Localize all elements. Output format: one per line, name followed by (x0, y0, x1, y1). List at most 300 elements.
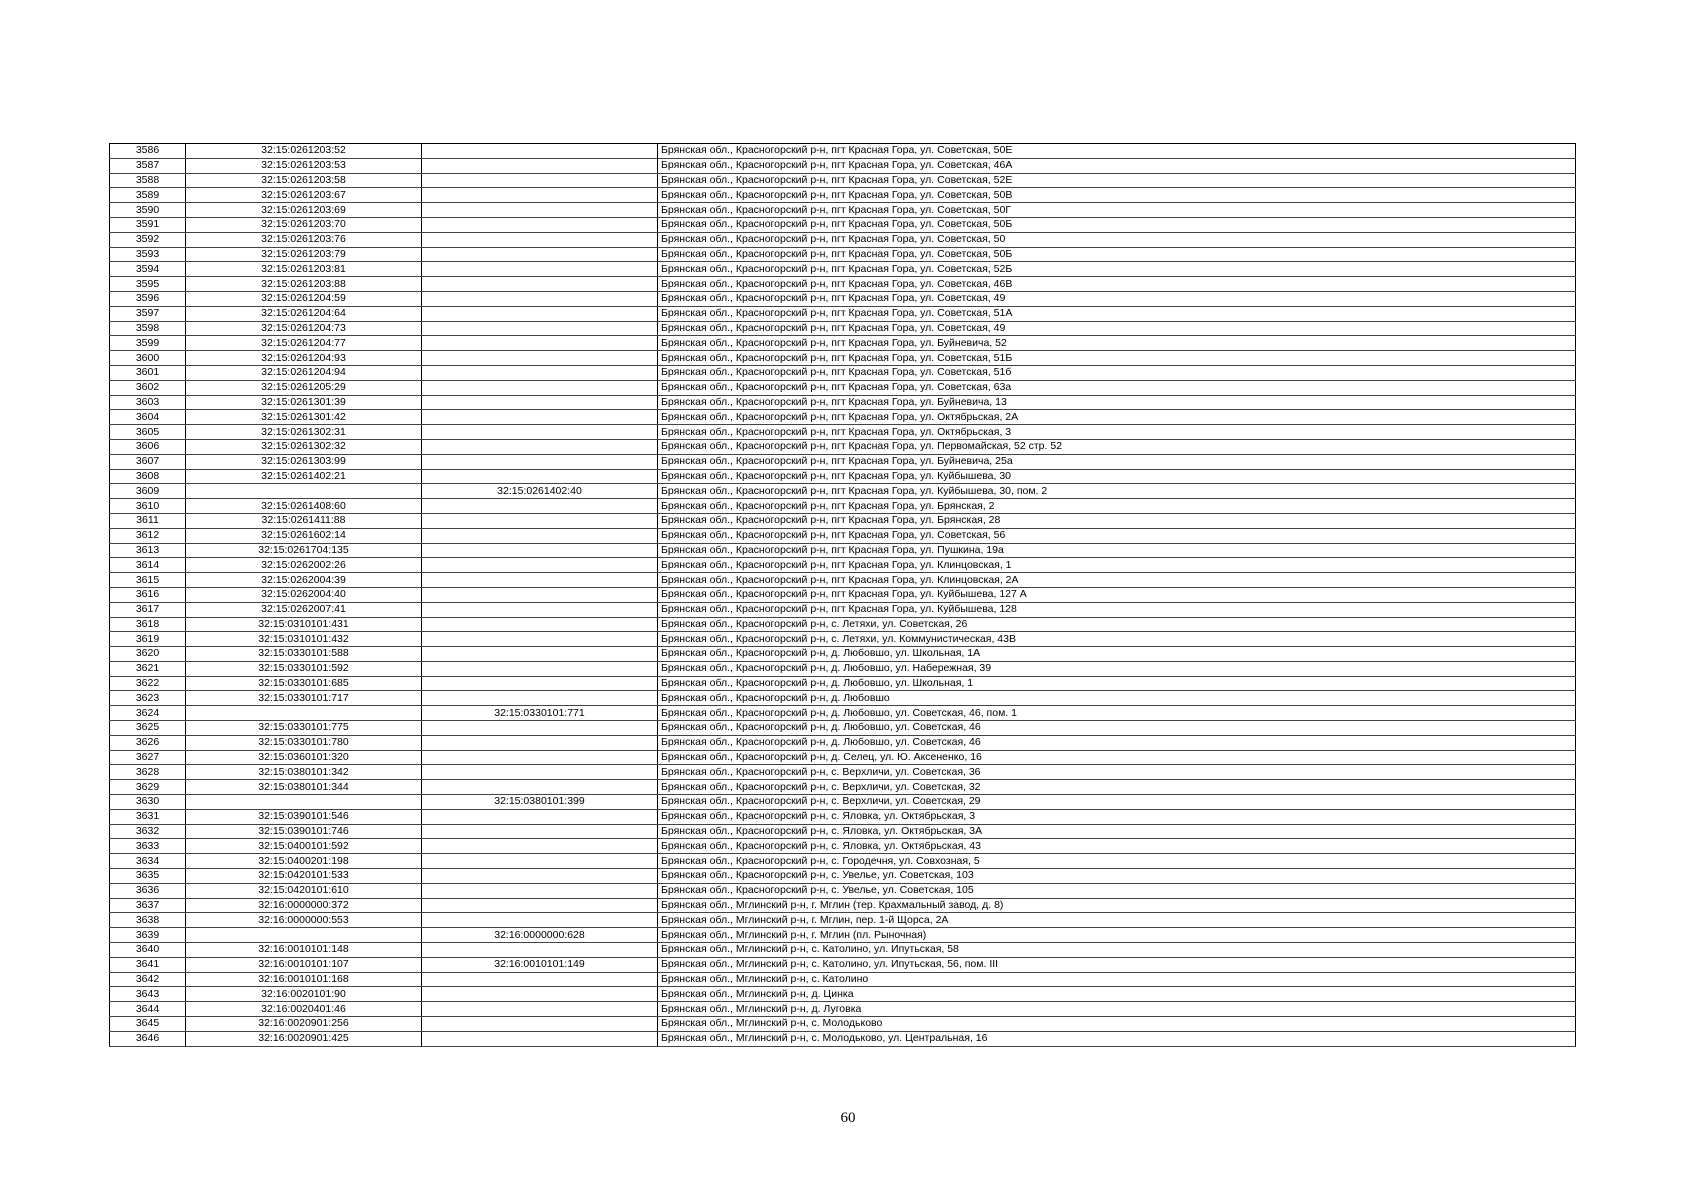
table-row (110, 765, 1576, 780)
table-row (110, 809, 1576, 824)
cadastral-number-cell: 32:16:0020401:46 (186, 1002, 422, 1017)
address-cell: Брянская обл., Красногорский р-н, пгт Красная Гора, ул. Брянская, 2 (658, 499, 1576, 514)
row-number-cell: 3623 (110, 691, 186, 706)
address-cell: Брянская обл., Красногорский р-н, д. Любовшо, ул. Советская, 46 (658, 721, 1576, 736)
table-row (110, 706, 1576, 721)
parent-cadastral-number-cell (422, 365, 658, 380)
address-cell: Брянская обл., Мглинский р-н, с. Католино, ул. Ипутьская, 58 (658, 943, 1576, 958)
parent-cadastral-number-cell (422, 943, 658, 958)
parent-cadastral-number-cell (422, 587, 658, 602)
parent-cadastral-number-cell (422, 513, 658, 528)
table-row (110, 587, 1576, 602)
table-row (110, 410, 1576, 425)
address-cell: Брянская обл., Красногорский р-н, пгт Красная Гора, ул. Советская, 49 (658, 321, 1576, 336)
parent-cadastral-number-cell (422, 336, 658, 351)
table-row (110, 839, 1576, 854)
row-number-cell: 3634 (110, 854, 186, 869)
parent-cadastral-number-cell: 32:15:0380101:399 (422, 795, 658, 810)
address-cell: Брянская обл., Красногорский р-н, пгт Красная Гора, ул. Советская, 51Б (658, 351, 1576, 366)
parent-cadastral-number-cell (422, 854, 658, 869)
row-number-cell: 3608 (110, 469, 186, 484)
row-number-cell: 3587 (110, 158, 186, 173)
address-cell: Брянская обл., Красногорский р-н, пгт Красная Гора, ул. Советская, 51б (658, 365, 1576, 380)
row-number-cell: 3643 (110, 987, 186, 1002)
cadastral-number-cell (186, 706, 422, 721)
table-row (110, 691, 1576, 706)
row-number-cell: 3615 (110, 573, 186, 588)
table-row (110, 262, 1576, 277)
parent-cadastral-number-cell (422, 839, 658, 854)
address-cell: Брянская обл., Красногорский р-н, пгт Красная Гора, ул. Клинцовская, 1 (658, 558, 1576, 573)
row-number-cell: 3640 (110, 943, 186, 958)
address-cell: Брянская обл., Мглинский р-н, д. Луговка (658, 1002, 1576, 1017)
address-cell: Брянская обл., Красногорский р-н, пгт Красная Гора, ул. Октябрьская, 3 (658, 425, 1576, 440)
parent-cadastral-number-cell (422, 809, 658, 824)
cadastral-number-cell: 32:15:0261204:64 (186, 306, 422, 321)
parent-cadastral-number-cell (422, 558, 658, 573)
cadastral-number-cell: 32:15:0261203:76 (186, 232, 422, 247)
parent-cadastral-number-cell (422, 780, 658, 795)
address-cell: Брянская обл., Красногорский р-н, с. Яловка, ул. Октябрьская, 3 (658, 809, 1576, 824)
table-row (110, 617, 1576, 632)
table-row (110, 380, 1576, 395)
row-number-cell: 3619 (110, 632, 186, 647)
row-number-cell: 3611 (110, 513, 186, 528)
address-cell: Брянская обл., Красногорский р-н, с. Увелье, ул. Советская, 103 (658, 869, 1576, 884)
row-number-cell: 3621 (110, 661, 186, 676)
address-cell: Брянская обл., Красногорский р-н, пгт Красная Гора, ул. Октябрьская, 2А (658, 410, 1576, 425)
address-cell: Брянская обл., Красногорский р-н, д. Любовшо, ул. Советская, 46, пом. 1 (658, 706, 1576, 721)
parent-cadastral-number-cell (422, 188, 658, 203)
address-cell: Брянская обл., Красногорский р-н, с. Верхличи, ул. Советская, 32 (658, 780, 1576, 795)
address-cell: Брянская обл., Мглинский р-н, д. Цинка (658, 987, 1576, 1002)
table-row (110, 336, 1576, 351)
row-number-cell: 3637 (110, 898, 186, 913)
cadastral-number-cell: 32:15:0330101:775 (186, 721, 422, 736)
parent-cadastral-number-cell (422, 528, 658, 543)
table-row (110, 647, 1576, 662)
row-number-cell: 3597 (110, 306, 186, 321)
table-row (110, 217, 1576, 232)
address-cell: Брянская обл., Красногорский р-н, пгт Красная Гора, ул. Куйбышева, 30, пом. 2 (658, 484, 1576, 499)
address-cell: Брянская обл., Красногорский р-н, с. Увелье, ул. Советская, 105 (658, 883, 1576, 898)
address-cell: Брянская обл., Красногорский р-н, пгт Красная Гора, ул. Советская, 63а (658, 380, 1576, 395)
cadastral-number-cell: 32:15:0261205:29 (186, 380, 422, 395)
row-number-cell: 3589 (110, 188, 186, 203)
parent-cadastral-number-cell (422, 469, 658, 484)
address-cell: Брянская обл., Мглинский р-н, г. Мглин, пер. 1-й Щорса, 2А (658, 913, 1576, 928)
row-number-cell: 3592 (110, 232, 186, 247)
table-row (110, 365, 1576, 380)
address-cell: Брянская обл., Красногорский р-н, пгт Красная Гора, ул. Буйневича, 52 (658, 336, 1576, 351)
table-row (110, 735, 1576, 750)
parent-cadastral-number-cell (422, 987, 658, 1002)
row-number-cell: 3591 (110, 217, 186, 232)
cadastral-number-cell (186, 484, 422, 499)
row-number-cell: 3607 (110, 454, 186, 469)
table-row (110, 883, 1576, 898)
cadastral-number-cell: 32:15:0261203:53 (186, 158, 422, 173)
address-cell: Брянская обл., Красногорский р-н, пгт Красная Гора, ул. Куйбышева, 127 А (658, 587, 1576, 602)
page-number: 60 (840, 1110, 856, 1126)
table-row (110, 632, 1576, 647)
cadastral-number-cell: 32:15:0262002:26 (186, 558, 422, 573)
parent-cadastral-number-cell (422, 291, 658, 306)
row-number-cell: 3604 (110, 410, 186, 425)
row-number-cell: 3600 (110, 351, 186, 366)
row-number-cell: 3641 (110, 957, 186, 972)
parent-cadastral-number-cell (422, 602, 658, 617)
table-row (110, 1002, 1576, 1017)
table-row (110, 854, 1576, 869)
address-cell: Брянская обл., Красногорский р-н, пгт Красная Гора, ул. Советская, 51А (658, 306, 1576, 321)
table-row (110, 928, 1576, 943)
row-number-cell: 3599 (110, 336, 186, 351)
address-cell: Брянская обл., Красногорский р-н, пгт Красная Гора, ул. Советская, 50 (658, 232, 1576, 247)
row-number-cell: 3610 (110, 499, 186, 514)
row-number-cell: 3635 (110, 869, 186, 884)
address-cell: Брянская обл., Мглинский р-н, г. Мглин (тер. Крахмальный завод, д. 8) (658, 898, 1576, 913)
table-row (110, 750, 1576, 765)
row-number-cell: 3609 (110, 484, 186, 499)
parent-cadastral-number-cell (422, 750, 658, 765)
parent-cadastral-number-cell (422, 454, 658, 469)
table-row (110, 291, 1576, 306)
cadastral-number-cell: 32:15:0262004:40 (186, 587, 422, 602)
address-cell: Брянская обл., Красногорский р-н, д. Любовшо, ул. Школьная, 1А (658, 647, 1576, 662)
cadastral-number-cell: 32:15:0261303:99 (186, 454, 422, 469)
cadastral-number-cell: 32:16:0020901:425 (186, 1031, 422, 1046)
table-row (110, 513, 1576, 528)
address-cell: Брянская обл., Красногорский р-н, д. Любовшо, ул. Советская, 46 (658, 735, 1576, 750)
address-cell: Брянская обл., Красногорский р-н, д. Любовшо, ул. Набережная, 39 (658, 661, 1576, 676)
cadastral-number-cell: 32:15:0261204:73 (186, 321, 422, 336)
cadastral-number-cell: 32:15:0310101:431 (186, 617, 422, 632)
table-row (110, 721, 1576, 736)
address-cell: Брянская обл., Красногорский р-н, с. Летяхи, ул. Коммунистическая, 43В (658, 632, 1576, 647)
parent-cadastral-number-cell (422, 913, 658, 928)
row-number-cell: 3632 (110, 824, 186, 839)
table-row (110, 203, 1576, 218)
row-number-cell: 3598 (110, 321, 186, 336)
cadastral-number-cell: 32:15:0261203:69 (186, 203, 422, 218)
cadastral-number-cell: 32:15:0261408:60 (186, 499, 422, 514)
row-number-cell: 3636 (110, 883, 186, 898)
parent-cadastral-number-cell (422, 898, 658, 913)
address-cell: Брянская обл., Мглинский р-н, с. Католино, ул. Ипутьская, 56, пом. III (658, 957, 1576, 972)
table-row (110, 602, 1576, 617)
table-row (110, 943, 1576, 958)
table-row (110, 528, 1576, 543)
parent-cadastral-number-cell: 32:15:0330101:771 (422, 706, 658, 721)
cadastral-number-cell: 32:16:0000000:372 (186, 898, 422, 913)
parent-cadastral-number-cell (422, 499, 658, 514)
parent-cadastral-number-cell (422, 380, 658, 395)
row-number-cell: 3594 (110, 262, 186, 277)
address-cell: Брянская обл., Красногорский р-н, пгт Красная Гора, ул. Советская, 56 (658, 528, 1576, 543)
parent-cadastral-number-cell (422, 573, 658, 588)
row-number-cell: 3644 (110, 1002, 186, 1017)
row-number-cell: 3638 (110, 913, 186, 928)
address-cell: Брянская обл., Красногорский р-н, пгт Красная Гора, ул. Советская, 52Б (658, 262, 1576, 277)
cadastral-number-cell: 32:16:0010101:107 (186, 957, 422, 972)
table-row (110, 158, 1576, 173)
address-cell: Брянская обл., Красногорский р-н, пгт Красная Гора, ул. Советская, 46В (658, 277, 1576, 292)
row-number-cell: 3630 (110, 795, 186, 810)
row-number-cell: 3645 (110, 1017, 186, 1032)
parent-cadastral-number-cell (422, 661, 658, 676)
cadastral-number-cell: 32:15:0390101:546 (186, 809, 422, 824)
cadastral-number-cell: 32:15:0261704:135 (186, 543, 422, 558)
parent-cadastral-number-cell (422, 1017, 658, 1032)
row-number-cell: 3602 (110, 380, 186, 395)
parent-cadastral-number-cell (422, 277, 658, 292)
cadastral-number-cell: 32:15:0261203:88 (186, 277, 422, 292)
address-cell: Брянская обл., Красногорский р-н, пгт Красная Гора, ул. Буйневича, 25а (658, 454, 1576, 469)
table-row (110, 425, 1576, 440)
parent-cadastral-number-cell (422, 765, 658, 780)
parent-cadastral-number-cell (422, 425, 658, 440)
row-number-cell: 3593 (110, 247, 186, 262)
address-cell: Брянская обл., Красногорский р-н, пгт Красная Гора, ул. Первомайская, 52 стр. 52 (658, 439, 1576, 454)
cadastral-number-cell (186, 795, 422, 810)
table-row (110, 795, 1576, 810)
address-cell: Брянская обл., Красногорский р-н, с. Яловка, ул. Октябрьская, 43 (658, 839, 1576, 854)
parent-cadastral-number-cell (422, 351, 658, 366)
table-row (110, 173, 1576, 188)
address-cell: Брянская обл., Красногорский р-н, пгт Красная Гора, ул. Клинцовская, 2А (658, 573, 1576, 588)
parent-cadastral-number-cell (422, 972, 658, 987)
parent-cadastral-number-cell (422, 869, 658, 884)
cadastral-number-cell: 32:15:0360101:320 (186, 750, 422, 765)
table-row (110, 395, 1576, 410)
parent-cadastral-number-cell (422, 321, 658, 336)
row-number-cell: 3628 (110, 765, 186, 780)
cadastral-number-cell: 32:15:0380101:344 (186, 780, 422, 795)
address-cell: Брянская обл., Красногорский р-н, пгт Красная Гора, ул. Куйбышева, 128 (658, 602, 1576, 617)
row-number-cell: 3620 (110, 647, 186, 662)
row-number-cell: 3613 (110, 543, 186, 558)
cadastral-number-cell: 32:15:0261602:14 (186, 528, 422, 543)
cadastral-number-cell: 32:15:0261204:59 (186, 291, 422, 306)
cadastral-number-cell: 32:15:0390101:746 (186, 824, 422, 839)
parent-cadastral-number-cell (422, 247, 658, 262)
cadastral-number-cell: 32:15:0261204:77 (186, 336, 422, 351)
table-row (110, 247, 1576, 262)
cadastral-number-cell: 32:15:0261302:31 (186, 425, 422, 440)
table-row (110, 869, 1576, 884)
table-row (110, 824, 1576, 839)
table-row (110, 987, 1576, 1002)
row-number-cell: 3625 (110, 721, 186, 736)
parent-cadastral-number-cell (422, 395, 658, 410)
row-number-cell: 3605 (110, 425, 186, 440)
row-number-cell: 3639 (110, 928, 186, 943)
cadastral-number-cell: 32:15:0261402:21 (186, 469, 422, 484)
parent-cadastral-number-cell (422, 439, 658, 454)
address-cell: Брянская обл., Мглинский р-н, г. Мглин (пл. Рыночная) (658, 928, 1576, 943)
cadastral-number-cell: 32:15:0261204:94 (186, 365, 422, 380)
parent-cadastral-number-cell (422, 824, 658, 839)
cadastral-number-cell: 32:15:0261301:42 (186, 410, 422, 425)
table-row (110, 306, 1576, 321)
row-number-cell: 3646 (110, 1031, 186, 1046)
address-cell: Брянская обл., Мглинский р-н, с. Молодьково (658, 1017, 1576, 1032)
parent-cadastral-number-cell (422, 543, 658, 558)
cadastral-number-cell: 32:15:0261203:79 (186, 247, 422, 262)
table-row (110, 484, 1576, 499)
cadastral-number-cell: 32:15:0262007:41 (186, 602, 422, 617)
row-number-cell: 3603 (110, 395, 186, 410)
parent-cadastral-number-cell (422, 410, 658, 425)
cadastral-number-cell: 32:15:0261203:58 (186, 173, 422, 188)
row-number-cell: 3617 (110, 602, 186, 617)
table-row (110, 454, 1576, 469)
cadastral-number-cell (186, 928, 422, 943)
row-number-cell: 3618 (110, 617, 186, 632)
cadastral-number-cell: 32:15:0261203:81 (186, 262, 422, 277)
address-cell: Брянская обл., Красногорский р-н, пгт Красная Гора, ул. Советская, 50Г (658, 203, 1576, 218)
table-row (110, 351, 1576, 366)
parent-cadastral-number-cell (422, 735, 658, 750)
cadastral-number-cell: 32:15:0261302:32 (186, 439, 422, 454)
address-cell: Брянская обл., Мглинский р-н, с. Молодьково, ул. Центральная, 16 (658, 1031, 1576, 1046)
table-row (110, 469, 1576, 484)
cadastral-number-cell: 32:16:0020101:90 (186, 987, 422, 1002)
parent-cadastral-number-cell (422, 632, 658, 647)
parent-cadastral-number-cell (422, 721, 658, 736)
cadastral-number-cell: 32:15:0380101:342 (186, 765, 422, 780)
row-number-cell: 3595 (110, 277, 186, 292)
table-row (110, 972, 1576, 987)
table-row (110, 558, 1576, 573)
parent-cadastral-number-cell (422, 144, 658, 159)
row-number-cell: 3622 (110, 676, 186, 691)
table-row (110, 780, 1576, 795)
cadastral-number-cell: 32:15:0262004:39 (186, 573, 422, 588)
table-row (110, 321, 1576, 336)
cadastral-number-cell: 32:15:0261203:52 (186, 144, 422, 159)
table-row (110, 439, 1576, 454)
table-row (110, 232, 1576, 247)
row-number-cell: 3606 (110, 439, 186, 454)
row-number-cell: 3631 (110, 809, 186, 824)
address-cell: Брянская обл., Красногорский р-н, д. Селец, ул. Ю. Аксененко, 16 (658, 750, 1576, 765)
cadastral-number-cell: 32:15:0261204:93 (186, 351, 422, 366)
cadastral-number-cell: 32:16:0000000:553 (186, 913, 422, 928)
table-row (110, 913, 1576, 928)
address-cell: Брянская обл., Красногорский р-н, пгт Красная Гора, ул. Советская, 52Е (658, 173, 1576, 188)
row-number-cell: 3588 (110, 173, 186, 188)
parent-cadastral-number-cell (422, 691, 658, 706)
cadastral-number-cell: 32:15:0330101:717 (186, 691, 422, 706)
cadastral-number-cell: 32:15:0261203:70 (186, 217, 422, 232)
parent-cadastral-number-cell (422, 203, 658, 218)
cadastral-number-cell: 32:16:0010101:168 (186, 972, 422, 987)
address-cell: Брянская обл., Красногорский р-н, пгт Красная Гора, ул. Брянская, 28 (658, 513, 1576, 528)
parent-cadastral-number-cell (422, 676, 658, 691)
table-row (110, 1031, 1576, 1046)
row-number-cell: 3629 (110, 780, 186, 795)
table-row (110, 277, 1576, 292)
table-row (110, 499, 1576, 514)
cadastral-number-cell: 32:15:0330101:780 (186, 735, 422, 750)
cadastral-number-cell: 32:15:0261411:88 (186, 513, 422, 528)
address-cell: Брянская обл., Красногорский р-н, пгт Красная Гора, ул. Пушкина, 19а (658, 543, 1576, 558)
cadastral-number-cell: 32:16:0020901:256 (186, 1017, 422, 1032)
address-cell: Брянская обл., Красногорский р-н, с. Летяхи, ул. Советская, 26 (658, 617, 1576, 632)
table-row (110, 676, 1576, 691)
parent-cadastral-number-cell (422, 306, 658, 321)
cadastral-number-cell: 32:15:0261301:39 (186, 395, 422, 410)
row-number-cell: 3614 (110, 558, 186, 573)
row-number-cell: 3616 (110, 587, 186, 602)
address-cell: Брянская обл., Мглинский р-н, с. Католино (658, 972, 1576, 987)
table-row (110, 144, 1576, 159)
address-cell: Брянская обл., Красногорский р-н, с. Верхличи, ул. Советская, 29 (658, 795, 1576, 810)
row-number-cell: 3590 (110, 203, 186, 218)
table-row (110, 957, 1576, 972)
property-table (109, 143, 1576, 1047)
parent-cadastral-number-cell (422, 1002, 658, 1017)
address-cell: Брянская обл., Красногорский р-н, пгт Красная Гора, ул. Советская, 50Е (658, 144, 1576, 159)
address-cell: Брянская обл., Красногорский р-н, д. Любовшо, ул. Школьная, 1 (658, 676, 1576, 691)
parent-cadastral-number-cell: 32:15:0261402:40 (422, 484, 658, 499)
row-number-cell: 3626 (110, 735, 186, 750)
address-cell: Брянская обл., Красногорский р-н, д. Любовшо (658, 691, 1576, 706)
parent-cadastral-number-cell (422, 262, 658, 277)
cadastral-number-cell: 32:15:0310101:432 (186, 632, 422, 647)
cadastral-number-cell: 32:15:0261203:67 (186, 188, 422, 203)
table-row (110, 188, 1576, 203)
parent-cadastral-number-cell (422, 617, 658, 632)
table-row (110, 543, 1576, 558)
address-cell: Брянская обл., Красногорский р-н, с. Яловка, ул. Октябрьская, 3А (658, 824, 1576, 839)
row-number-cell: 3633 (110, 839, 186, 854)
table-row (110, 573, 1576, 588)
address-cell: Брянская обл., Красногорский р-н, пгт Красная Гора, ул. Советская, 50В (658, 188, 1576, 203)
parent-cadastral-number-cell (422, 1031, 658, 1046)
row-number-cell: 3586 (110, 144, 186, 159)
table-row (110, 661, 1576, 676)
address-cell: Брянская обл., Красногорский р-н, пгт Красная Гора, ул. Куйбышева, 30 (658, 469, 1576, 484)
parent-cadastral-number-cell (422, 647, 658, 662)
cadastral-number-cell: 32:15:0400201:198 (186, 854, 422, 869)
row-number-cell: 3612 (110, 528, 186, 543)
row-number-cell: 3627 (110, 750, 186, 765)
table-row (110, 1017, 1576, 1032)
parent-cadastral-number-cell: 32:16:0000000:628 (422, 928, 658, 943)
row-number-cell: 3596 (110, 291, 186, 306)
cadastral-number-cell: 32:15:0330101:685 (186, 676, 422, 691)
cadastral-number-cell: 32:15:0400101:592 (186, 839, 422, 854)
address-cell: Брянская обл., Красногорский р-н, пгт Красная Гора, ул. Советская, 50Б (658, 217, 1576, 232)
parent-cadastral-number-cell (422, 232, 658, 247)
parent-cadastral-number-cell (422, 217, 658, 232)
parent-cadastral-number-cell (422, 883, 658, 898)
row-number-cell: 3624 (110, 706, 186, 721)
table-body (110, 144, 1576, 1047)
address-cell: Брянская обл., Красногорский р-н, с. Верхличи, ул. Советская, 36 (658, 765, 1576, 780)
parent-cadastral-number-cell: 32:16:0010101:149 (422, 957, 658, 972)
address-cell: Брянская обл., Красногорский р-н, пгт Красная Гора, ул. Советская, 46А (658, 158, 1576, 173)
parent-cadastral-number-cell (422, 173, 658, 188)
address-cell: Брянская обл., Красногорский р-н, пгт Красная Гора, ул. Буйневича, 13 (658, 395, 1576, 410)
row-number-cell: 3601 (110, 365, 186, 380)
cadastral-number-cell: 32:15:0330101:588 (186, 647, 422, 662)
address-cell: Брянская обл., Красногорский р-н, пгт Красная Гора, ул. Советская, 49 (658, 291, 1576, 306)
cadastral-number-cell: 32:15:0420101:610 (186, 883, 422, 898)
